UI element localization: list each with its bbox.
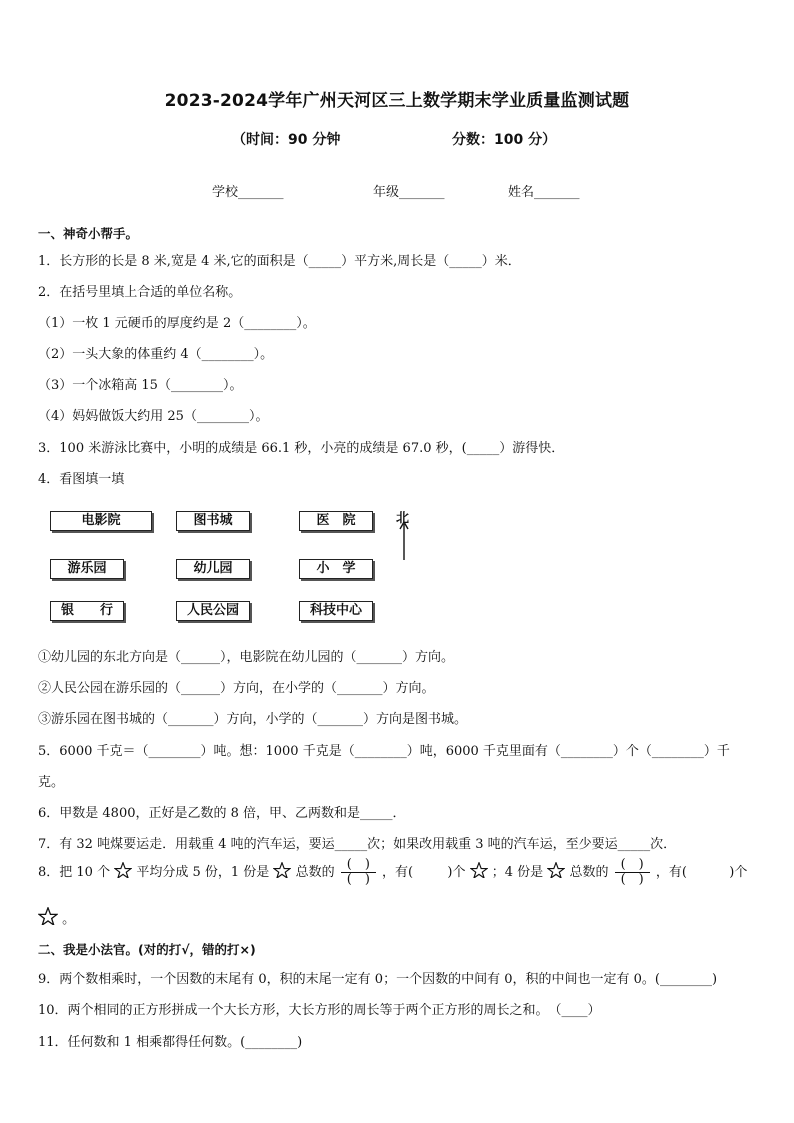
score-info: 分数：100 分） — [452, 132, 557, 148]
question-4-3: ③游乐园在图书城的（_______）方向，小学的（_______）方向是图书城。 — [38, 712, 468, 727]
map-place-bookstore: 图书城 — [176, 511, 250, 531]
map-place-bank: 银 行 — [50, 601, 124, 621]
question-4-2: ②人民公园在游乐园的（______）方向，在小学的（_______）方向。 — [38, 681, 435, 696]
q8-text-8: ，有( — [655, 865, 687, 880]
fraction-numerator: ( ) — [341, 858, 376, 873]
star-icon — [114, 862, 132, 878]
section-1-title: 一、神奇小帮手。 — [38, 226, 139, 241]
exam-title: 2023-2024学年广州天河区三上数学期末学业质量监测试题 — [164, 91, 630, 111]
fraction-numerator: ( ) — [615, 858, 650, 873]
q8-text-9: )个 — [729, 865, 748, 880]
question-4: 4．看图填一填 — [38, 472, 125, 487]
question-2: 2．在括号里填上合适的单位名称。 — [38, 285, 242, 300]
fraction-denominator: ( ) — [620, 872, 644, 887]
question-5: 5．6000 千克＝（________）吨。想：1000 千克是（________）吨，6000 千克里面有（________）个（________）千 — [38, 744, 730, 759]
question-2-3: （3）一个冰箱高 15（________）。 — [38, 378, 243, 393]
map-place-school: 小 学 — [299, 559, 373, 579]
fraction-blank — [341, 858, 376, 887]
star-icon — [273, 862, 291, 878]
q8-text-4: ，有( — [382, 865, 414, 880]
section-2-title: 二、我是小法官。(对的打√，错的打×) — [38, 942, 256, 957]
fraction-denominator: ( ) — [346, 872, 370, 887]
map-place-amusement-park: 游乐园 — [50, 559, 124, 579]
q8-text-5: )个 — [447, 865, 466, 880]
q8-text-2: 平均分成 5 份，1 份是 — [136, 865, 270, 880]
school-field: 学校_______ — [212, 185, 284, 200]
question-3: 3．100 米游泳比赛中，小明的成绩是 66.1 秒，小亮的成绩是 67.0 秒，(_____）游得快． — [38, 441, 565, 456]
question-8-cont — [38, 907, 75, 927]
star-icon — [38, 907, 58, 925]
north-label: 北 — [396, 511, 410, 526]
question-10: 10．两个相同的正方形拼成一个大长方形，大长方形的周长等于两个正方形的周长之和。 （____） — [38, 1003, 601, 1018]
question-5-cont: 克。 — [38, 775, 65, 790]
q8-text-1: 8．把 10 个 — [38, 865, 111, 880]
map-place-peoples-park: 人民公园 — [176, 601, 250, 621]
question-11: 11．任何数和 1 相乘都得任何数。(________) — [38, 1035, 303, 1050]
fraction-blank — [615, 858, 650, 887]
question-2-1: （1）一枚 1 元硬币的厚度约是 2（________）。 — [38, 316, 316, 331]
north-arrow-icon — [398, 520, 410, 562]
name-field: 姓名_______ — [508, 185, 580, 200]
map-place-cinema: 电影院 — [50, 511, 152, 531]
question-4-1: ①幼儿园的东北方向是（______），电影院在幼儿园的（_______）方向。 — [38, 650, 455, 665]
question-6: 6．甲数是 4800，正好是乙数的 8 倍，甲、乙两数和是_____． — [38, 806, 406, 821]
q8-text-10: 。 — [62, 912, 76, 927]
question-1: 1．长方形的长是 8 米,宽是 4 米,它的面积是（_____）平方米,周长是（_____）米． — [38, 254, 521, 269]
time-info: （时间：90 分钟 — [232, 132, 341, 148]
grade-field: 年级_______ — [373, 185, 445, 200]
question-2-4: （4）妈妈做饭大约用 25（________）。 — [38, 409, 269, 424]
map-place-kindergarten: 幼儿园 — [176, 559, 250, 579]
star-icon — [470, 862, 488, 878]
q8-text-6: ；4 份是 — [491, 865, 544, 880]
q8-text-3: 总数的 — [295, 865, 335, 880]
map-place-science-center: 科技中心 — [299, 601, 373, 621]
q8-text-7: 总数的 — [569, 865, 609, 880]
question-7: 7．有 32 吨煤要运走．用载重 4 吨的汽车运，要运_____次；如果改用载重 3 吨的汽车运，至少要运_____次． — [38, 837, 677, 852]
question-9: 9．两个数相乘时，一个因数的末尾有 0，积的末尾一定有 0；一个因数的中间有 0，积的中间也一定有 0。(________) — [38, 972, 718, 987]
question-2-2: （2）一头大象的体重约 4（________）。 — [38, 347, 274, 362]
star-icon — [547, 862, 565, 878]
question-8 — [38, 858, 747, 887]
map-place-hospital: 医 院 — [299, 511, 373, 531]
